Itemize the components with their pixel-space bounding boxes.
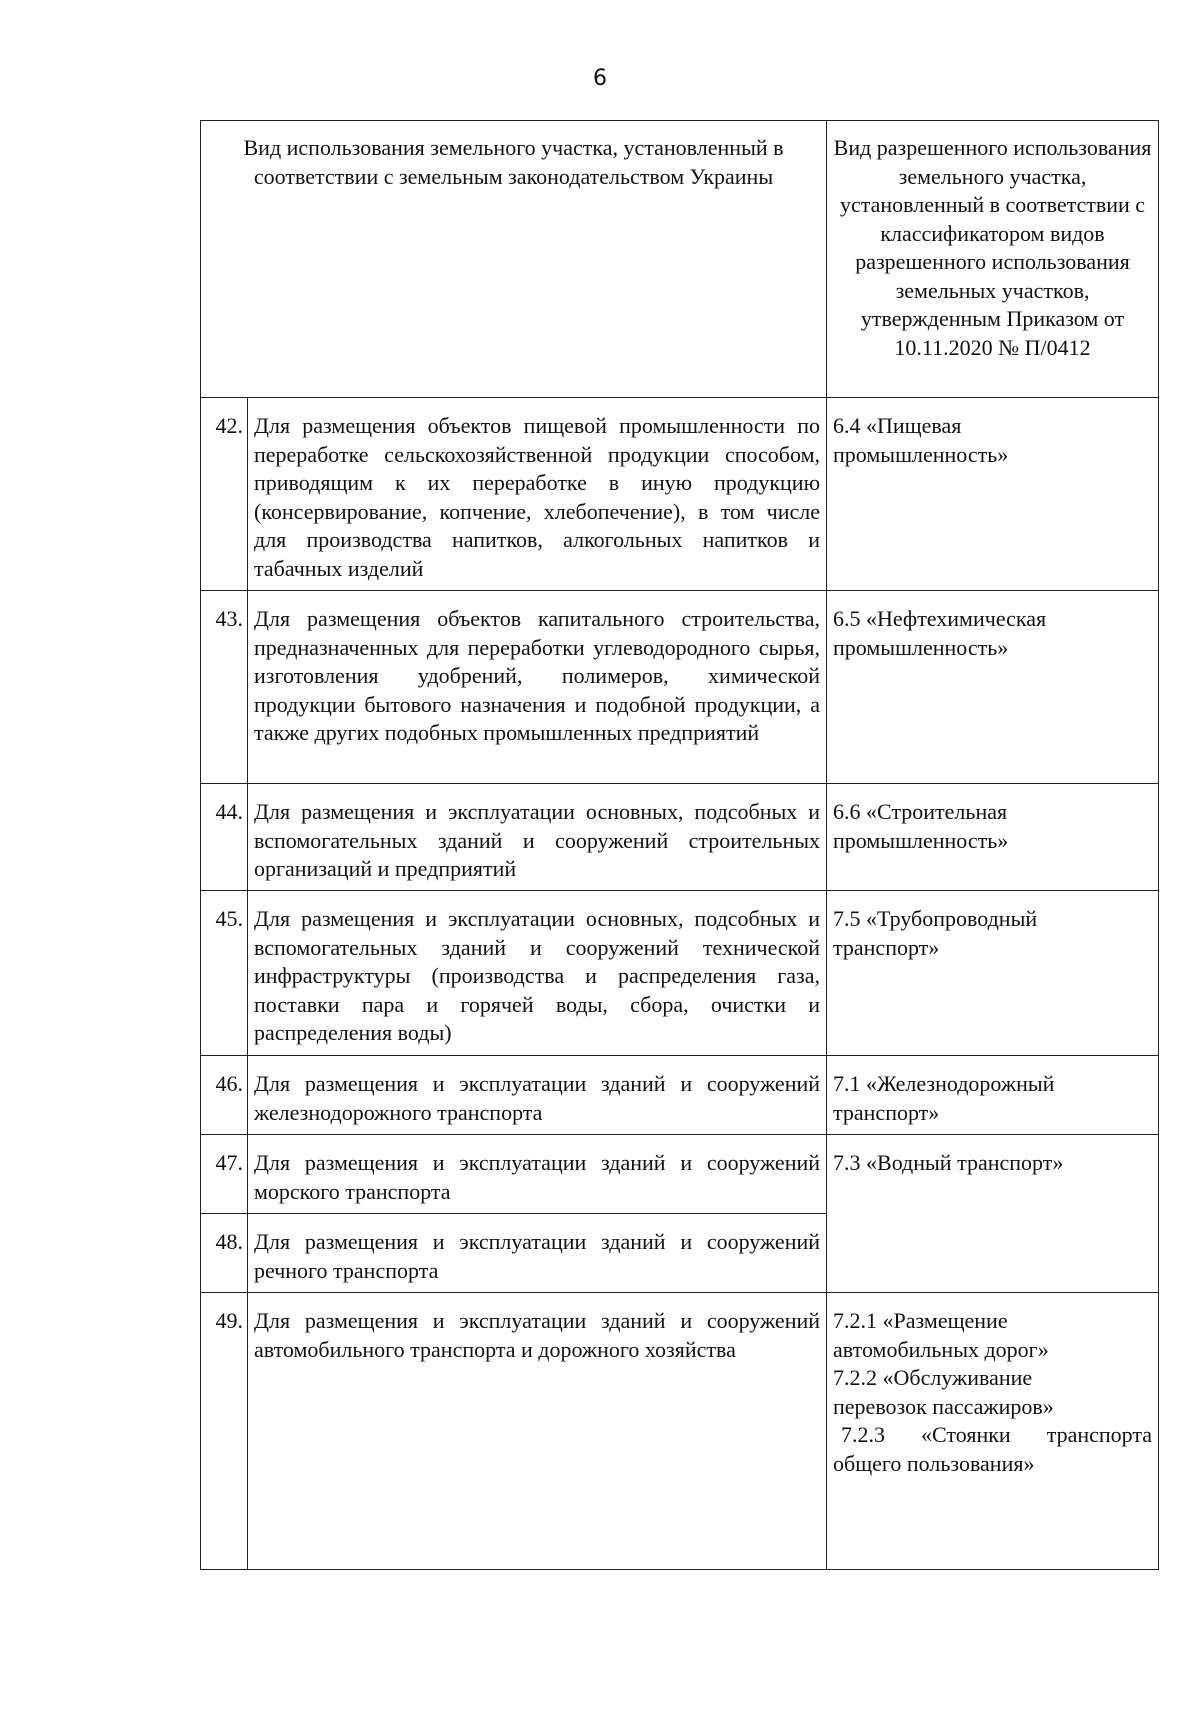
classifier-line: перевозок пассажиров»	[833, 1393, 1054, 1419]
land-use-table	[200, 120, 1159, 1570]
row-classifier	[827, 1135, 1159, 1293]
table-row	[201, 1293, 1159, 1570]
row-number: 45.	[201, 891, 248, 1056]
row-number: 43.	[201, 591, 248, 784]
row-description: Для размещения и эксплуатации зданий и сооружений автомобильного транспорта и дорожного хозяйства	[248, 1293, 827, 1570]
classifier-line: 7.3 «Водный транспорт»	[833, 1150, 1064, 1175]
table-row	[201, 1056, 1159, 1135]
classifier-line: транспорт»	[833, 1099, 940, 1125]
table-header-row	[201, 121, 1159, 398]
row-classifier	[827, 1293, 1159, 1570]
classifier-line: 6.5 «Нефтехимическая	[833, 606, 1047, 631]
table-row	[201, 398, 1159, 591]
row-number: 47.	[201, 1135, 248, 1214]
row-classifier	[827, 891, 1159, 1056]
row-description: Для размещения и эксплуатации зданий и сооружений речного транспорта	[248, 1214, 827, 1293]
classifier-line: автомобильных дорог»	[833, 1336, 1049, 1362]
classifier-line: 7.1 «Железнодорожный	[833, 1071, 1055, 1096]
row-number: 44.	[201, 784, 248, 891]
classifier-line: промышленность»	[833, 441, 1009, 467]
classifier-line: транспорт»	[833, 934, 940, 960]
row-classifier	[827, 591, 1159, 784]
table-row	[201, 891, 1159, 1056]
row-description: Для размещения и эксплуатации основных, подсобных и вспомогательных зданий и сооружений строительных организаций и предприятий	[248, 784, 827, 891]
row-description: Для размещения объектов капитального строительства, предназначенных для переработки углеводородного сырья, изготовления удобрений, полимеров, химической продукции бытового назначения и подобной продукции, а также других подобных промышленных предприятий	[248, 591, 827, 784]
table-row	[201, 591, 1159, 784]
row-number: 49.	[201, 1293, 248, 1570]
row-number: 46.	[201, 1056, 248, 1135]
classifier-line: промышленность»	[833, 827, 1009, 853]
row-classifier	[827, 1056, 1159, 1135]
classifier-line: 6.6 «Строительная	[833, 799, 1008, 824]
row-description: Для размещения и эксплуатации зданий и сооружений морского транспорта	[248, 1135, 827, 1214]
table-row	[201, 1135, 1159, 1214]
classifier-line: общего пользования»	[833, 1450, 1035, 1476]
row-description: Для размещения объектов пищевой промышленности по переработке сельскохозяйственной продукции способом, приводящим к их переработке в иную продукцию (консервирование, копчение, хлебопечение), в том числе для производства напитков, алкогольных напитков и табачных изделий	[248, 398, 827, 591]
row-description: Для размещения и эксплуатации основных, подсобных и вспомогательных зданий и сооружений технической инфраструктуры (производства и распределения газа, поставки пара и горячей воды, сбора, очистки и распределения воды)	[248, 891, 827, 1056]
row-number: 48.	[201, 1214, 248, 1293]
page-number: 6	[593, 66, 607, 91]
header-permitted-use-type: Вид разрешенного использования земельного участка, установленный в соответствии с классификатором видов разрешенного использования земельных участков, утвержденным Приказом от 10.11.2020 № П/0412	[827, 121, 1159, 398]
classifier-line: 6.4 «Пищевая	[833, 413, 962, 438]
row-classifier	[827, 398, 1159, 591]
classifier-line: 7.5 «Трубопроводный	[833, 906, 1038, 931]
row-classifier	[827, 784, 1159, 891]
header-land-use-type: Вид использования земельного участка, установленный в соответствии с земельным законодательством Украины	[201, 121, 827, 398]
classifier-line: 7.2.3 «Стоянки транспорта	[841, 1422, 1153, 1447]
classifier-line: промышленность»	[833, 634, 1009, 660]
classifier-line: 7.2.2 «Обслуживание	[833, 1365, 1033, 1390]
classifier-line: 7.2.1 «Размещение	[833, 1308, 1008, 1333]
row-description: Для размещения и эксплуатации зданий и сооружений железнодорожного транспорта	[248, 1056, 827, 1135]
table-row	[201, 784, 1159, 891]
row-number: 42.	[201, 398, 248, 591]
